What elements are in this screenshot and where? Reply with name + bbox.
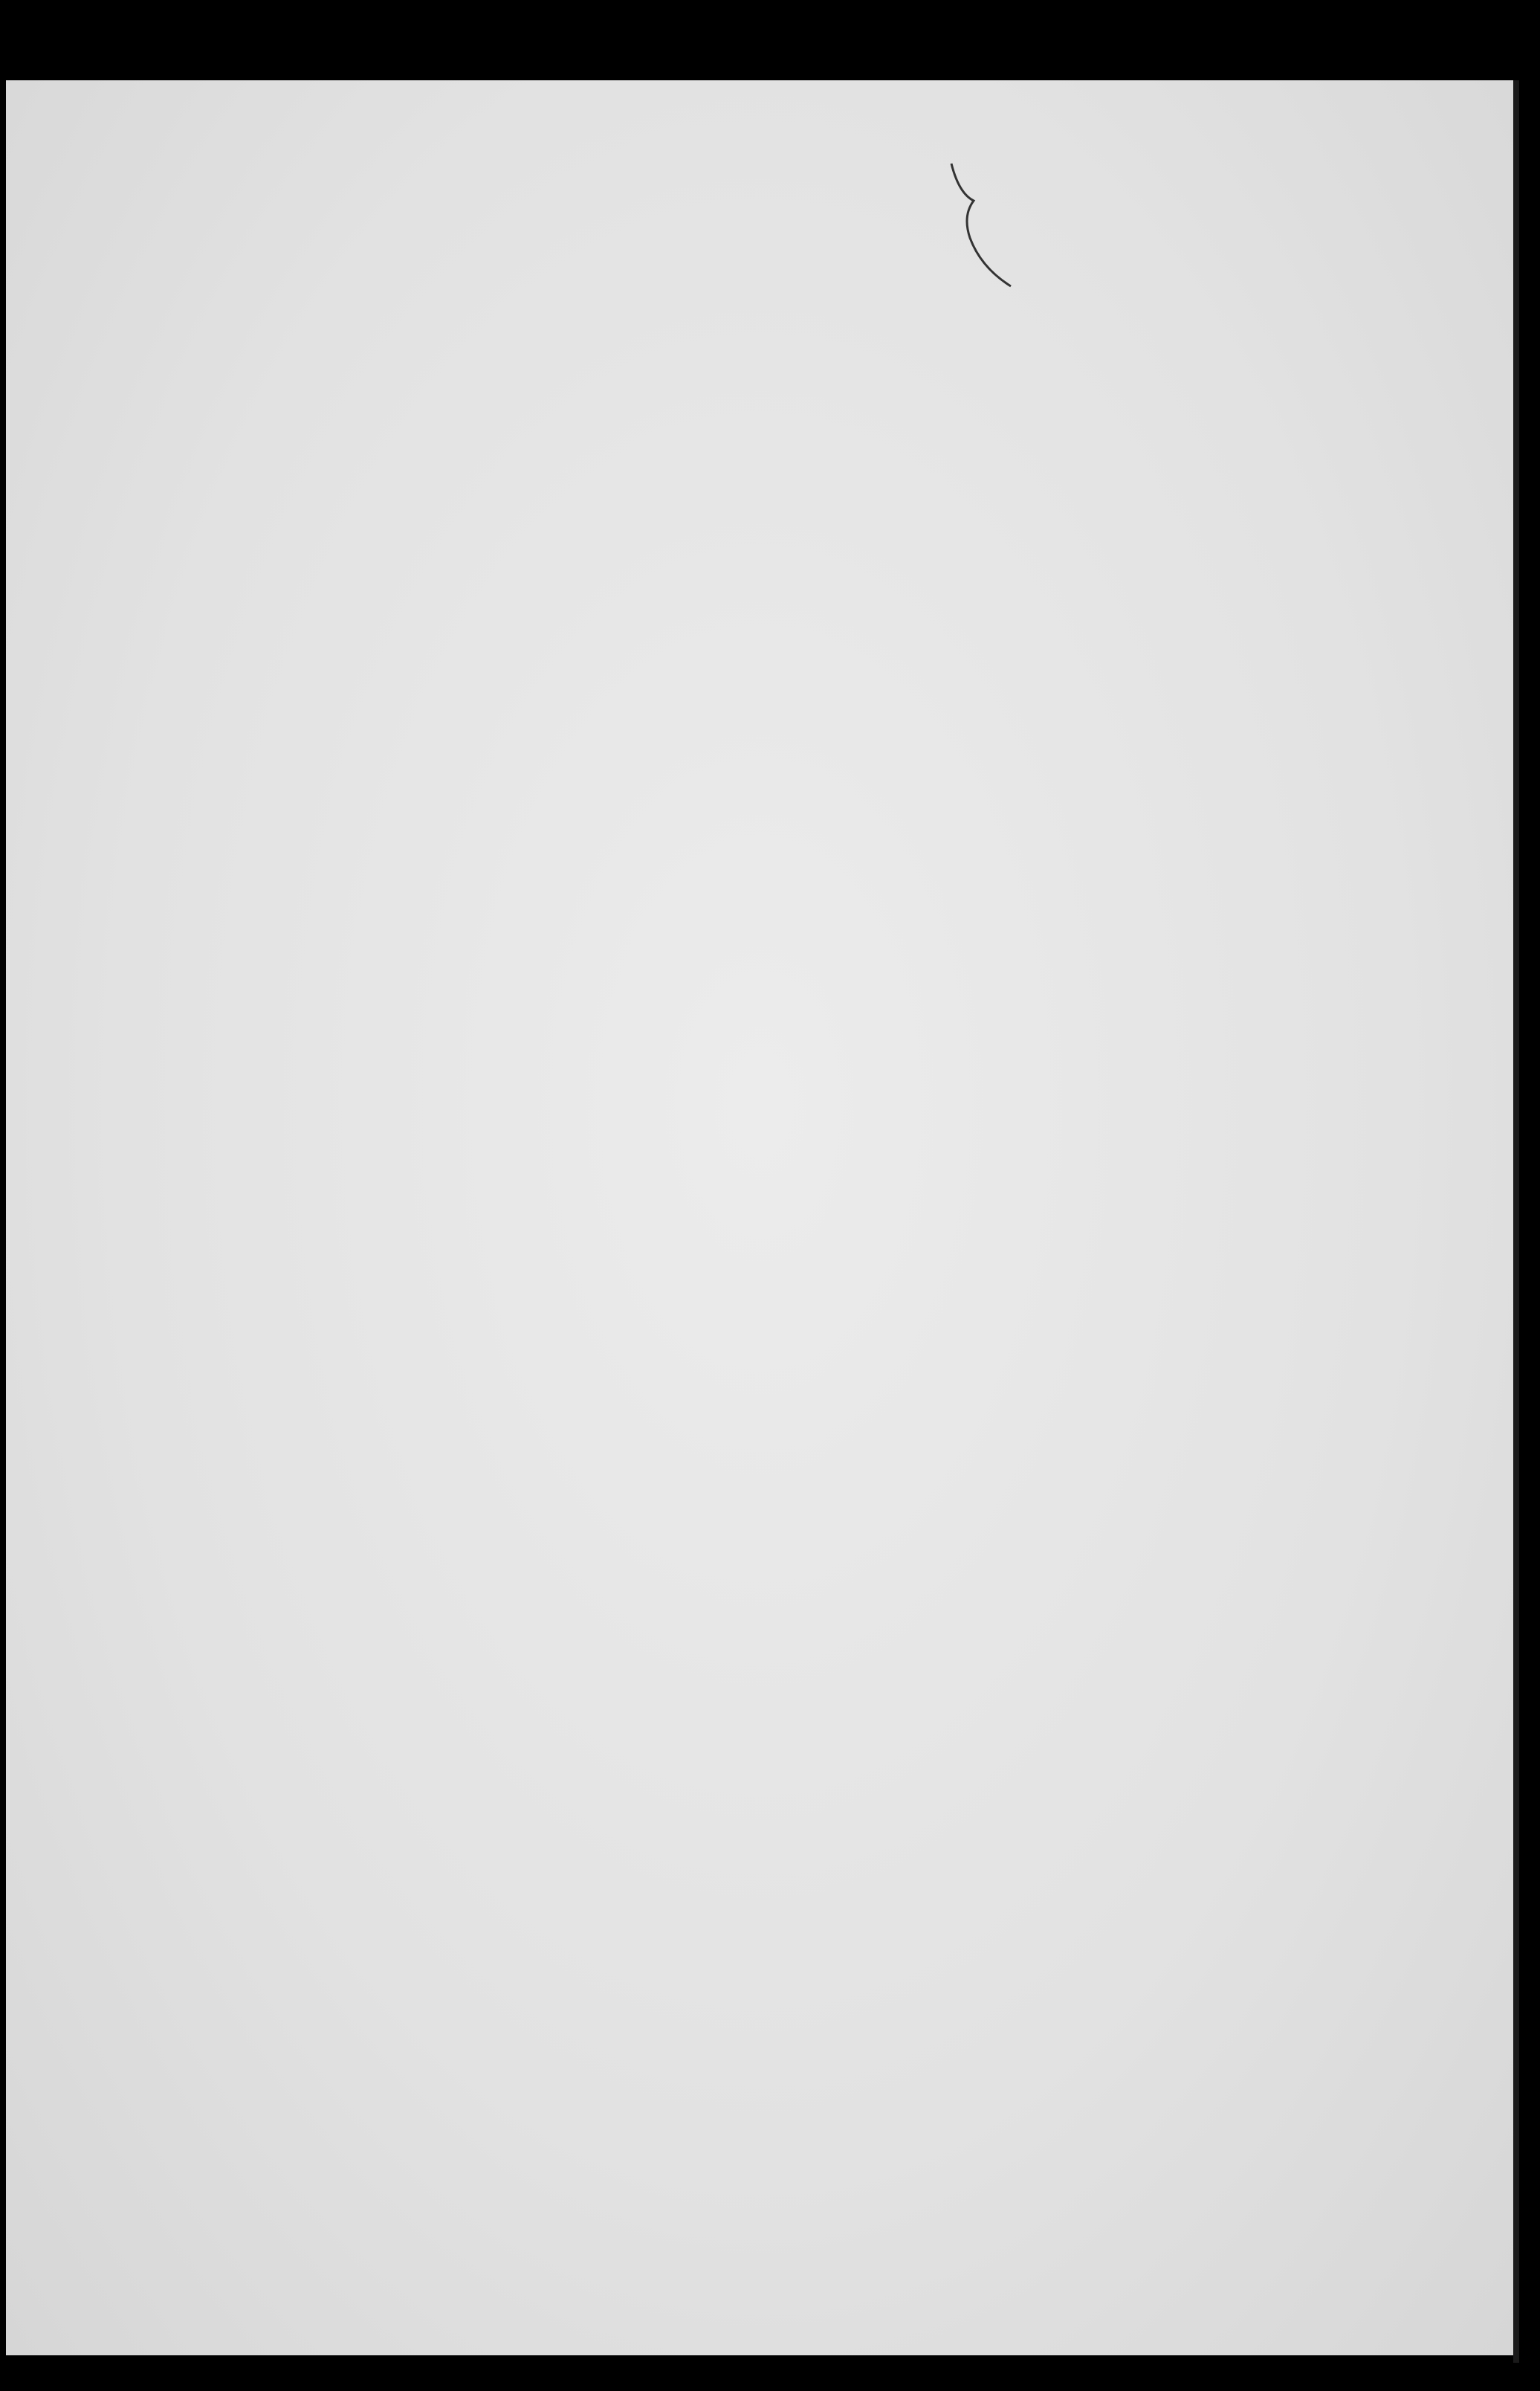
scratch-mark: [936, 149, 1026, 297]
document-page: [6, 80, 1515, 2355]
page-edge-shadow: [1513, 80, 1519, 2363]
